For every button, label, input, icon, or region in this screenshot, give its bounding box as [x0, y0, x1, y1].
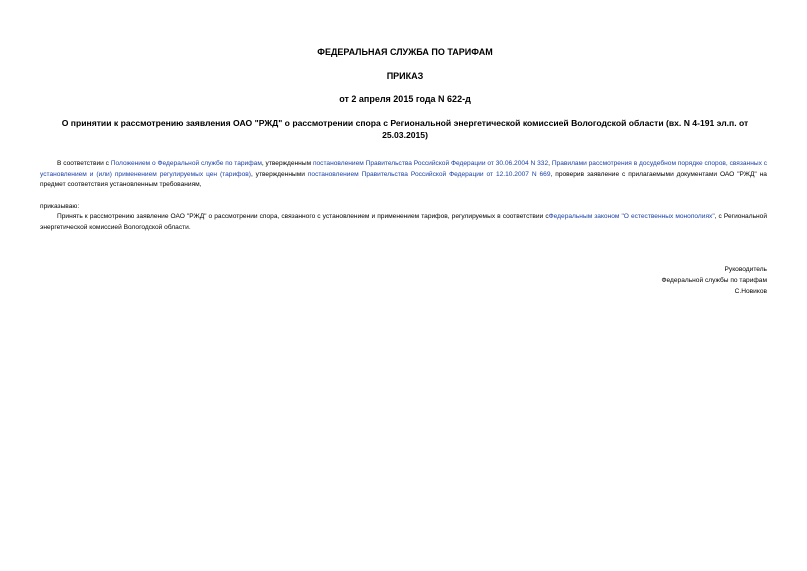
link-fst-regulation[interactable]: Положением о Федеральной службе по тарифам: [110, 160, 262, 167]
document-date-number: от 2 апреля 2015 года N 622-д: [339, 94, 471, 104]
preamble-text-5: , проверив заявление с прилагаемыми документами ОАО "РЖД" на предмет соответствия установленным требованиям,: [40, 170, 767, 189]
order-word: приказываю:: [40, 203, 80, 210]
signature-name: С.Новиков: [734, 288, 767, 295]
preamble-text-2: , утвержденным: [261, 160, 313, 167]
preamble-text-4: , утвержденными: [250, 170, 308, 178]
agency-heading: ФЕДЕРАЛЬНАЯ СЛУЖБА ПО ТАРИФАМ: [317, 47, 493, 57]
order-text-1: Принять к рассмотрению заявление ОАО "РЖД" о рассмотрении спора, связанного с установлением и применением тарифов, регулируемых в соответствии с: [57, 213, 549, 220]
signature-position: Руководитель: [724, 266, 767, 273]
order-paragraph: [40, 212, 767, 233]
preamble-text-3: ,: [548, 160, 552, 167]
link-resolution-332[interactable]: постановлением Правительства Российской Федерации от 30.06.2004 N 332: [312, 160, 549, 167]
signature-organization: Федеральной службы по тарифам: [661, 277, 767, 284]
document-title: О принятии к рассмотрению заявления ОАО "РЖД" о рассмотрении спора с Региональной энергетической комиссией Вологодской области (вх. N 4-191 эл.п. от 25.03.2015): [61, 118, 749, 140]
preamble-text-1: В соответствии с: [57, 160, 111, 167]
link-natural-monopolies-law[interactable]: Федеральным законом "О естественных монополиях": [548, 213, 715, 220]
document-type: ПРИКАЗ: [386, 71, 424, 81]
link-resolution-669[interactable]: постановлением Правительства Российской Федерации от 12.10.2007 N 669: [307, 170, 551, 178]
order-text-2: , с Региональной энергетической комиссией Вологодской области.: [40, 213, 767, 231]
link-dispute-rules[interactable]: Правилами рассмотрения в досудебном порядке споров, связанных с установлением и (или) применением регулируемых цен (тарифов): [40, 160, 768, 178]
preamble-paragraph: [40, 159, 767, 191]
